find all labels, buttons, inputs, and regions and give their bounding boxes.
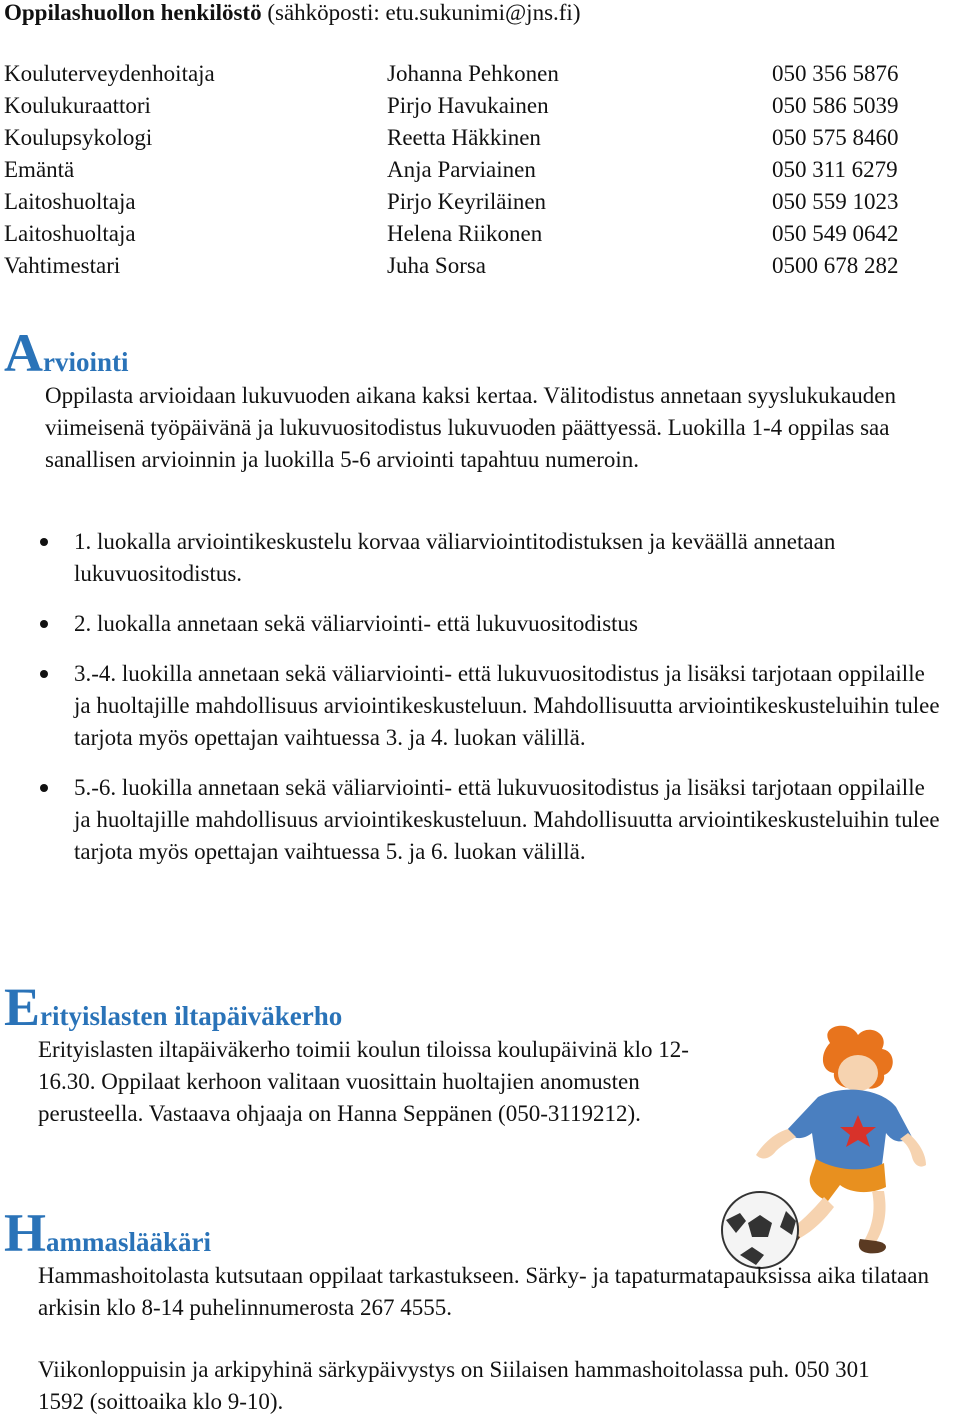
staff-phone: 0500 678 282 [772,253,899,278]
staff-header [4,0,580,26]
staff-name: Helena Riikonen [387,221,543,246]
staff-role: Laitoshuoltaja [4,221,136,246]
staff-name: Pirjo Havukainen [387,93,549,118]
staff-row [4,58,944,90]
staff-row [4,186,944,218]
iltapaivakerho-heading [4,977,343,1037]
staff-row [4,218,944,250]
arviointi-paragraph-text: Oppilasta arvioidaan lukuvuoden aikana kaksi kertaa. Välitodistus annetaan syyslukukauden viimeisenä työpäivänä ja lukuvuositodistus lukuvuoden päättyessä. Luokilla 1-4 oppilas saa sanallisen arvioinnin ja luokilla 5-6 arviointi tapahtuu numeroin. [45,383,896,472]
hammaslaakari-paragraph-1-text: Hammashoitolasta kutsutaan oppilaat tarkastukseen. Särky- ja tapaturmatapauksissa aika tilataan arkisin klo 8-14 puhelinnumerosta 267 4555. [38,1263,929,1320]
arviointi-heading-rest: rviointi [43,347,129,377]
bullet-icon [40,670,48,678]
hammaslaakari-paragraph-2 [38,1354,918,1418]
staff-phone: 050 356 5876 [772,61,899,86]
staff-list [4,58,944,282]
iltapaivakerho-heading-rest: rityislasten iltapäiväkerho [40,1001,343,1031]
iltapaivakerho-heading-initial: E [4,977,41,1037]
arviointi-heading-initial: A [4,323,43,383]
hammaslaakari-paragraph-2-text: Viikonloppuisin ja arkipyhinä särkypäivystys on Siilaisen hammashoitolassa puh. 050 301 1592 (soittoaika klo 9-10). [38,1357,870,1414]
staff-role: Laitoshuoltaja [4,189,136,214]
bullet-text: 2. luokalla annetaan sekä väliarviointi- että lukuvuositodistus [74,611,639,636]
staff-phone: 050 575 8460 [772,125,899,150]
face-shape [838,1055,878,1091]
hammaslaakari-paragraph-1 [38,1260,938,1324]
hammaslaakari-heading-rest: ammaslääkäri [46,1227,212,1257]
staff-phone: 050 311 6279 [772,157,898,182]
staff-row [4,122,944,154]
staff-name: Johanna Pehkonen [387,61,559,86]
bullet-text: 1. luokalla arviointikeskustelu korvaa väliarviointitodistuksen ja keväällä annetaan lukuvuositodistus. [74,529,836,586]
staff-phone: 050 559 1023 [772,189,899,214]
staff-phone: 050 586 5039 [772,93,899,118]
left-arm-shape [756,1129,796,1158]
right-shoe-shape [859,1239,886,1253]
staff-role: Koulupsykologi [4,125,153,150]
hammaslaakari-heading-initial: H [4,1203,47,1263]
iltapaivakerho-paragraph [38,1034,698,1130]
staff-name: Juha Sorsa [387,253,487,278]
list-item [40,608,940,640]
staff-header-email-note: (sähköposti: etu.sukunimi@jns.fi) [261,0,581,25]
arviointi-heading [4,323,129,383]
right-arm-shape [900,1133,926,1167]
staff-row [4,90,944,122]
list-item [40,526,940,590]
staff-phone: 050 549 0642 [772,221,899,246]
staff-name: Pirjo Keyriläinen [387,189,547,214]
bullet-icon [40,538,48,546]
bullet-icon [40,620,48,628]
staff-row [4,154,944,186]
bullet-icon [40,784,48,792]
arviointi-paragraph [45,380,925,476]
bullet-text: 3.-4. luokilla annetaan sekä väliarviointi- että lukuvuositodistus ja lisäksi tarjotaan oppilaille ja huoltajille mahdollisuus arviointikeskusteluun. Mahdollisuutta arviointikeskusteluihin tulee tarjota myös opettajan vaihtuessa 3. ja 4. luokan välillä. [74,661,940,750]
staff-header-title: Oppilashuollon henkilöstö [4,0,262,25]
iltapaivakerho-paragraph-text: Erityislasten iltapäiväkerho toimii koulun tiloissa koulupäivinä klo 12-16.30. Oppilaat kerhoon valitaan vuosittain huoltajien anomusten perusteella. Vastaava ohjaaja on Hanna Seppänen (050-3119212). [38,1037,689,1126]
staff-role: Kouluterveydenhoitaja [4,61,215,86]
list-item [40,658,940,754]
child-kicking-ball-illustration [700,1015,960,1275]
staff-role: Emäntä [4,157,75,182]
standing-leg-shape [864,1191,886,1245]
list-item [40,772,940,868]
arviointi-bullet-list [40,526,940,886]
staff-role: Vahtimestari [4,253,121,278]
bullet-text: 5.-6. luokilla annetaan sekä väliarviointi- että lukuvuositodistus ja lisäksi tarjotaan oppilaille ja huoltajille mahdollisuus arviointikeskusteluun. Mahdollisuutta arviointikeskusteluihin tulee tarjota myös opettajan vaihtuessa 5. ja 6. luokan välillä. [74,775,940,864]
staff-name: Anja Parviainen [387,157,536,182]
staff-role: Koulukuraattori [4,93,151,118]
hammaslaakari-heading [4,1203,212,1263]
staff-row [4,250,944,282]
staff-name: Reetta Häkkinen [387,125,541,150]
